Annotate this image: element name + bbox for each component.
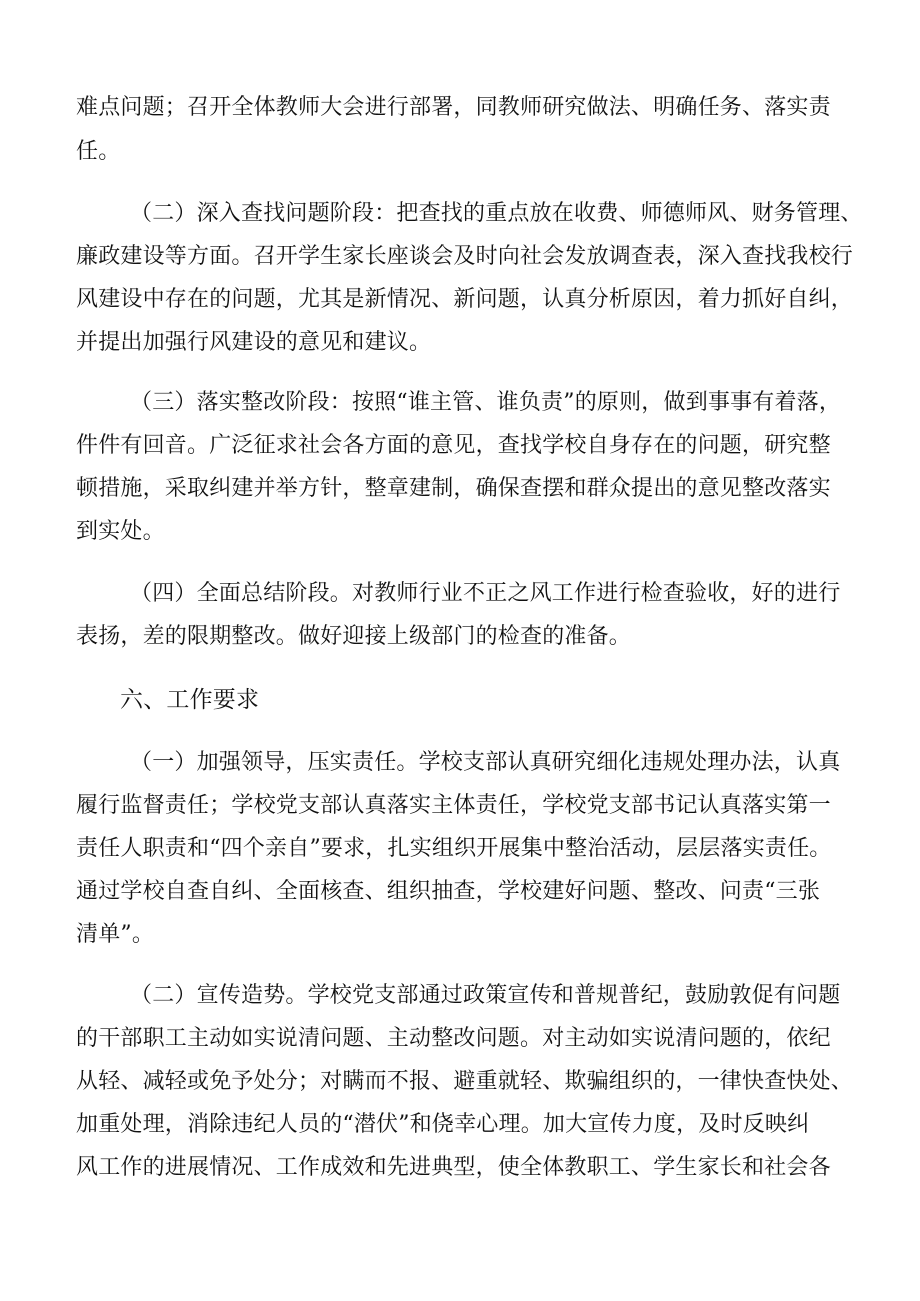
text-line: 通过学校自查自纠、全面核查、组织抽查，学校建好问题、整改、问责“三张 — [76, 879, 821, 904]
text-line: 责任人职责和“四个亲自”要求，扎实组织开展集中整治活动，层层落实责任。 — [76, 836, 832, 861]
text-line: 廉政建设等方面。召开学生家长座谈会及时向社会发放调查表，深入查找我校行 — [76, 244, 854, 269]
section-heading: 六、工作要求 — [120, 687, 260, 713]
text-line: （三）落实整改阶段：按照“谁主管、谁负责”的原则，做到事事有着落， — [130, 390, 842, 415]
text-line: 的干部职工主动如实说清问题、主动整改问题。对主动如实说清问题的，依纪 — [76, 1026, 831, 1051]
text-line: （一）加强领导，压实责任。学校支部认真研究细化违规处理办法，认真 — [130, 750, 841, 775]
text-line: （二）深入查找问题阶段：把查找的重点放在收费、师德师风、财务管理、 — [130, 201, 863, 226]
text-line: 并提出加强行风建设的意见和建议。 — [76, 330, 432, 355]
text-line: 履行监督责任；学校党支部认真落实主体责任，学校党支部书记认真落实第一 — [76, 793, 831, 818]
text-line: 表扬，差的限期整改。做好迎接上级部门的检查的准备。 — [76, 624, 632, 649]
text-line: 难点问题；召开全体教师大会进行部署，同教师研究做法、明确任务、落实责 — [76, 95, 831, 120]
text-line: （二）宣传造势。学校党支部通过政策宣传和普规普纪，鼓励敦促有问题 — [130, 983, 841, 1008]
text-line: 顿措施，采取纠建并举方针，整章建制，确保查摆和群众提出的意见整改落实 — [76, 476, 831, 501]
text-line: 任。 — [76, 139, 121, 164]
text-line: 件件有回音。广泛征求社会各方面的意见，查找学校自身存在的问题，研究整 — [76, 433, 831, 458]
text-line: 风工作的进展情况、工作成效和先进典型，使全体教职工、学生家长和社会各 — [76, 1155, 831, 1180]
text-line: 清单”。 — [76, 922, 155, 947]
text-line: （四）全面总结阶段。对教师行业不正之风工作进行检查验收，好的进行 — [130, 581, 841, 606]
text-line: 加重处理，消除违纪人员的“潜伏”和侥幸心理。加大宣传力度，及时反映纠 — [76, 1112, 810, 1137]
text-line: 从轻、减轻或免予处分；对瞒而不报、避重就轻、欺骗组织的，一律快查快处、 — [76, 1069, 854, 1094]
text-line: 到实处。 — [76, 519, 165, 544]
text-line: 风建设中存在的问题，尤其是新情况、新问题，认真分析原因，着力抓好自纠， — [76, 287, 854, 312]
